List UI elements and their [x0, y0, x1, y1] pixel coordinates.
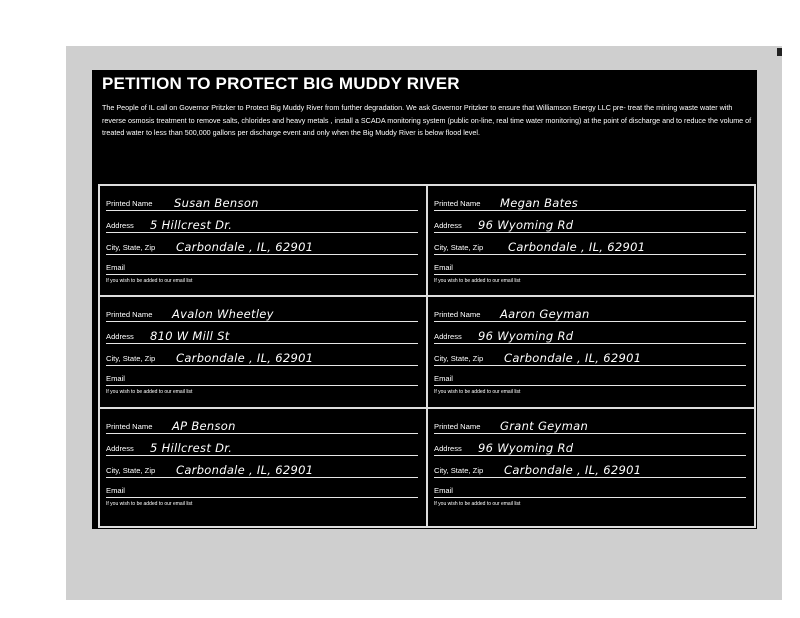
name-value: AP Benson	[172, 419, 236, 433]
email-field	[106, 484, 418, 498]
address-field	[106, 327, 418, 344]
city-state-zip-field	[434, 349, 746, 366]
email-field	[106, 372, 418, 386]
email-field	[434, 261, 746, 275]
address-field	[106, 439, 418, 456]
city-state-zip-value: Carbondale , IL, 62901	[508, 240, 646, 254]
signature-grid	[98, 184, 756, 528]
email-note: If you wish to be added to our email list	[106, 501, 193, 507]
email-note: If you wish to be added to our email list	[106, 389, 193, 395]
email-note: If you wish to be added to our email list	[434, 278, 521, 284]
email-field	[106, 261, 418, 275]
address-label: Address	[106, 444, 134, 453]
name-field	[106, 194, 418, 211]
email-note: If you wish to be added to our email list	[434, 389, 521, 395]
signature-block	[99, 185, 427, 296]
name-field	[106, 417, 418, 434]
email-note: If you wish to be added to our email list	[106, 278, 193, 284]
address-value: 96 Wyoming Rd	[478, 441, 574, 455]
city-state-zip-label: City, State, Zip	[106, 466, 156, 475]
city-state-zip-field	[106, 461, 418, 478]
address-value: 5 Hillcrest Dr.	[150, 218, 233, 232]
city-state-zip-field	[434, 238, 746, 255]
name-label: Printed Name	[106, 310, 153, 319]
city-state-zip-field	[106, 349, 418, 366]
city-state-zip-value: Carbondale , IL, 62901	[504, 351, 642, 365]
name-field	[434, 305, 746, 322]
address-label: Address	[434, 444, 462, 453]
address-label: Address	[434, 221, 462, 230]
name-value: Avalon Wheetley	[172, 307, 274, 321]
city-state-zip-value: Carbondale , IL, 62901	[176, 240, 314, 254]
email-label: Email	[434, 486, 453, 495]
name-field	[434, 417, 746, 434]
city-state-zip-field	[434, 461, 746, 478]
petition-sheet	[92, 70, 757, 529]
address-field	[434, 216, 746, 233]
address-field	[434, 439, 746, 456]
city-state-zip-label: City, State, Zip	[434, 243, 484, 252]
address-label: Address	[106, 221, 134, 230]
signature-block	[99, 408, 427, 527]
city-state-zip-label: City, State, Zip	[106, 243, 156, 252]
name-label: Printed Name	[434, 199, 481, 208]
name-value: Susan Benson	[174, 196, 259, 210]
name-label: Printed Name	[106, 422, 153, 431]
city-state-zip-label: City, State, Zip	[434, 354, 484, 363]
scan-registration-mark	[777, 48, 782, 56]
city-state-zip-label: City, State, Zip	[106, 354, 156, 363]
email-label: Email	[106, 374, 125, 383]
email-label: Email	[106, 486, 125, 495]
address-value: 5 Hillcrest Dr.	[150, 441, 233, 455]
name-label: Printed Name	[434, 310, 481, 319]
signature-block	[427, 408, 755, 527]
email-field	[434, 372, 746, 386]
address-label: Address	[434, 332, 462, 341]
name-label: Printed Name	[106, 199, 153, 208]
email-label: Email	[434, 374, 453, 383]
signature-block	[427, 185, 755, 296]
address-value: 96 Wyoming Rd	[478, 218, 574, 232]
address-field	[434, 327, 746, 344]
address-value: 810 W Mill St	[150, 329, 230, 343]
name-field	[106, 305, 418, 322]
signature-block	[427, 296, 755, 408]
city-state-zip-value: Carbondale , IL, 62901	[176, 351, 314, 365]
name-value: Aaron Geyman	[500, 307, 590, 321]
name-value: Grant Geyman	[500, 419, 589, 433]
city-state-zip-value: Carbondale , IL, 62901	[176, 463, 314, 477]
email-label: Email	[106, 263, 125, 272]
email-note: If you wish to be added to our email list	[434, 501, 521, 507]
email-label: Email	[434, 263, 453, 272]
name-label: Printed Name	[434, 422, 481, 431]
address-field	[106, 216, 418, 233]
address-label: Address	[106, 332, 134, 341]
petition-intro: The People of IL call on Governor Pritzker to Protect Big Muddy River from further degradation. We ask Governor Pritzker to ensure that Williamson Energy LLC pre- treat the mining waste water with reverse osmosis treatment to remove salts, chlorides and heavy metals , install a SCADA monitoring system (public on-line, real time water monitoring) at the point of discharge and to reduce the volume of treated water to less than 500,000 gallons per discharge event and only when the Big Muddy River is below flood level.	[102, 103, 752, 138]
petition-title: PETITION TO PROTECT BIG MUDDY RIVER	[102, 74, 460, 93]
signature-block	[99, 296, 427, 408]
name-value: Megan Bates	[500, 196, 579, 210]
city-state-zip-field	[106, 238, 418, 255]
email-field	[434, 484, 746, 498]
name-field	[434, 194, 746, 211]
city-state-zip-value: Carbondale , IL, 62901	[504, 463, 642, 477]
address-value: 96 Wyoming Rd	[478, 329, 574, 343]
city-state-zip-label: City, State, Zip	[434, 466, 484, 475]
